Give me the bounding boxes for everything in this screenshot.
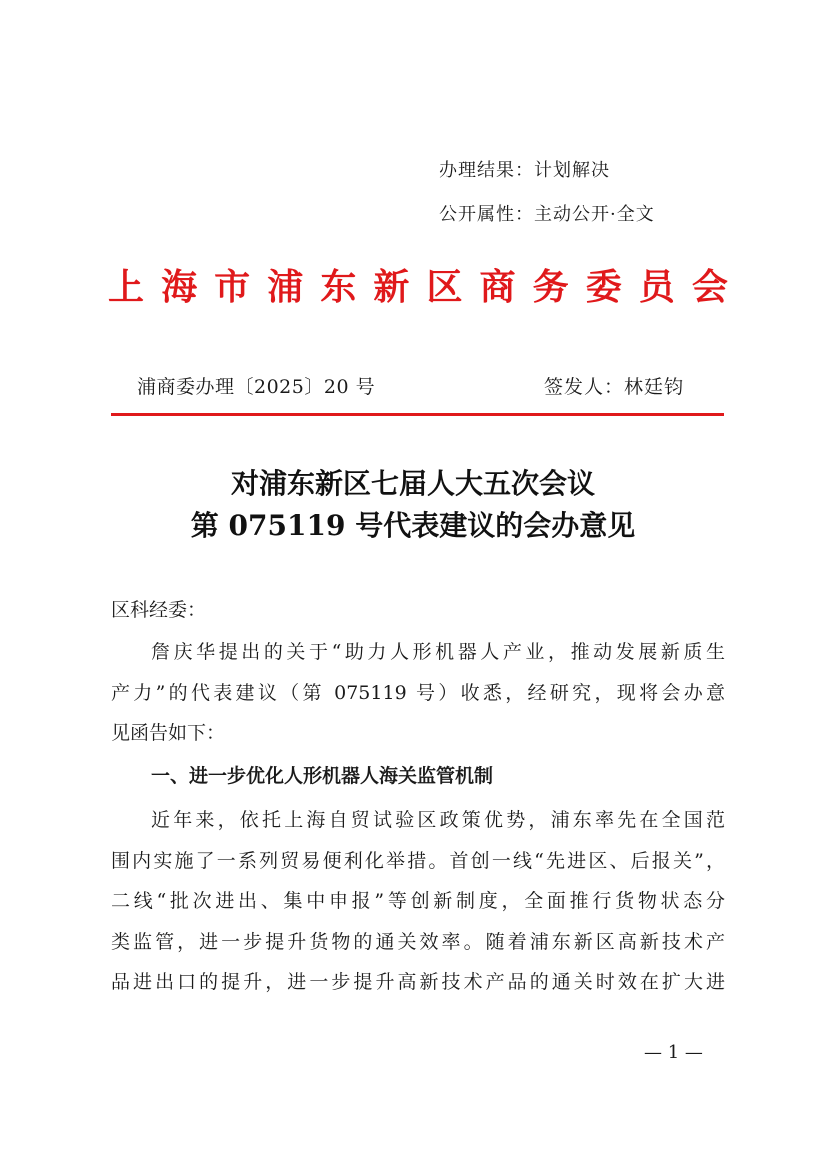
red-divider	[111, 413, 724, 416]
org-title-char: 员	[638, 266, 675, 308]
org-title-char: 会	[691, 266, 728, 308]
paragraph-line: 近年来，依托上海自贸试验区政策优势，浦东率先在全国范	[151, 809, 725, 831]
paragraph-line: 产力”的代表建议（第 075119 号）收悉，经研究，现将会办意	[111, 681, 725, 704]
page-number: — 1 —	[644, 1042, 703, 1063]
org-title-char: 商	[479, 266, 516, 308]
paragraph-line: 围内实施了一系列贸易便利化举措。首创一线“先进区、后报关”，	[111, 849, 725, 872]
document-number: 浦商委办理〔2025〕20 号	[137, 376, 376, 398]
org-title-char: 务	[532, 266, 569, 308]
org-title-char: 海	[161, 266, 198, 308]
meta-result: 办理结果：计划解决	[439, 160, 610, 181]
section-heading-1: 一、进一步优化人形机器人海关监管机制	[151, 765, 494, 787]
paragraph-line: 品进出口的提升，进一步提升高新技术产品的通关时效在扩大进	[111, 971, 725, 993]
issuing-organization-title	[108, 262, 728, 312]
org-title-char: 委	[585, 266, 622, 308]
salutation-text: 区科经委：	[111, 599, 207, 621]
org-title-char: 区	[426, 266, 463, 308]
salutation	[111, 590, 725, 631]
paragraph-intro	[111, 632, 725, 754]
paragraph-section-1	[111, 800, 725, 1003]
document-title-line-1: 对浦东新区七届人大五次会议	[230, 467, 595, 500]
org-title-char: 东	[320, 266, 357, 308]
signer: 签发人：林廷钧	[544, 376, 685, 398]
paragraph-line: 詹庆华提出的关于“助力人形机器人产业，推动发展新质生	[151, 641, 725, 663]
org-title-char: 市	[214, 266, 251, 308]
document-title-line-2: 第 075119 号代表建议的会办意见	[190, 509, 636, 542]
org-title-char: 上	[108, 266, 145, 308]
org-title-char: 新	[373, 266, 410, 308]
paragraph-line: 类监管，进一步提升货物的通关效率。随着浦东新区高新技术产	[111, 930, 725, 953]
paragraph-line: 见函告如下：	[111, 722, 226, 744]
paragraph-line: 二线“批次进出、集中申报”等创新制度，全面推行货物状态分	[111, 890, 725, 912]
meta-open-attribute: 公开属性：主动公开·全文	[439, 204, 655, 225]
org-title-char: 浦	[267, 266, 304, 308]
